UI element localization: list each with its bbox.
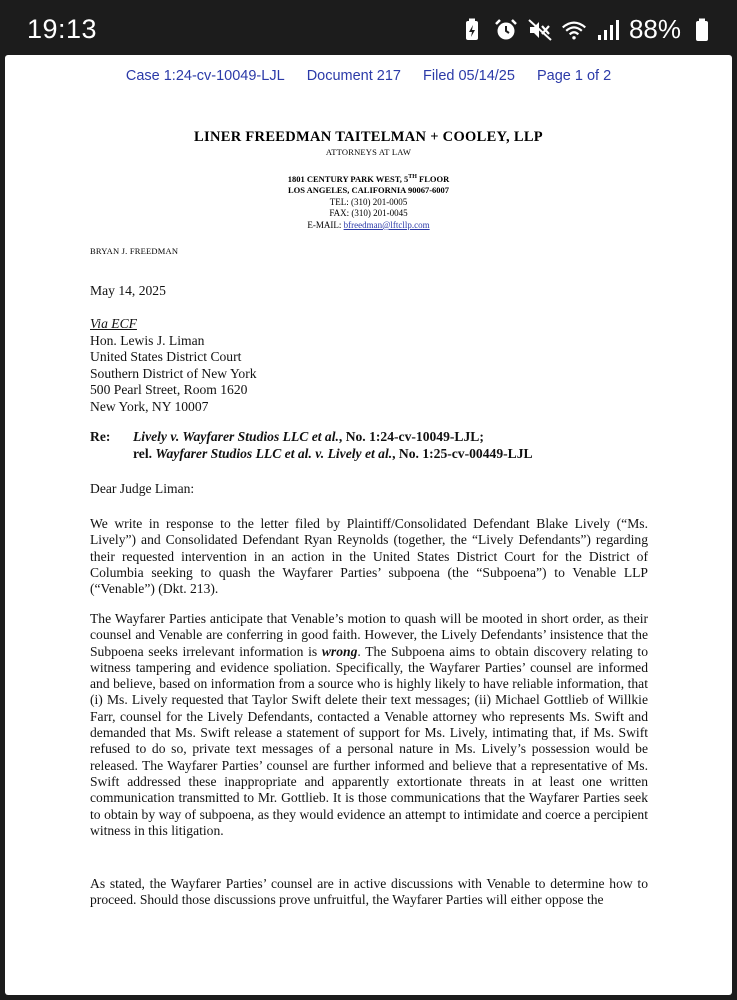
firm-address <box>5 172 732 231</box>
filed-date: Filed 05/14/25 <box>423 68 515 84</box>
email-line: E-MAIL: bfreedman@lftcllp.com <box>307 219 430 230</box>
status-icons <box>459 14 715 45</box>
page-count: Page 1 of 2 <box>536 68 612 84</box>
case-number: Case 1:24-cv-10049-LJL <box>125 68 285 84</box>
paragraph-1: We write in response to the letter filed by Plaintiff/Consolidated Defendant Blake Lively (“Ms. Lively”) and Consolidated Defendant Ryan Reynolds (together, the “Lively Defendants”) regarding their requested intervention in an action in the United States District Court for the District of Columbia seeking to quash the Wayfarer Parties’ subpoena (the “Subpoena”) to Venable LLP (“Venable”) (Dkt. 213). <box>90 516 648 597</box>
paragraph-2: The Wayfarer Parties anticipate that Venable’s motion to quash will be mooted in short order, as their counsel and Venable are conferring in good faith. However, the Lively Defendants’ insistence that the Subpoena seeks irrelevant information is wrong. The Subpoena aims to obtain discovery relating to witness tampering and evidence spoliation. Specifically, the Wayfarer Parties’ counsel are informed and believe, based on information from a source who is highly likely to have reliable information, that (i) Ms. Lively requested that Taylor Swift delete their text messages; (ii) Michael Gottlieb of Willkie Farr, counsel for the Lively Defendants, contacted a Venable attorney who represents Ms. Swift and demanded that Ms. Swift release a statement of support for Ms. Lively, intimating that, if Ms. Swift refused to do so, private text messages of a personal nature in Ms. Lively’s possession would be released. The Wayfarer Parties’ counsel are further informed and believe that a representative of Ms. Swift addressed these inappropriate and apparently extortionate threats in at least one written communication transmitted to Mr. Gottlieb. It is those communications that the Wayfarer Parties seek to obtain by way of subpoena, as they would evidence an attempt to intimidate and coerce a percipient witness in this litigation. <box>90 611 648 838</box>
document-number: Document 217 <box>306 68 401 84</box>
salutation: Dear Judge Liman: <box>90 481 195 496</box>
addressee-line: 500 Pearl Street, Room 1620 <box>90 382 248 397</box>
battery-percent: 88% <box>628 14 681 44</box>
status-bar <box>0 0 737 60</box>
ecf-header <box>5 68 732 84</box>
signal-icon <box>595 17 621 43</box>
addressee-line: New York, NY 10007 <box>90 398 209 414</box>
alarm-icon <box>493 17 519 43</box>
author-name: BRYAN J. FREEDMAN <box>90 246 179 256</box>
addressee-line: Southern District of New York <box>90 365 257 381</box>
paragraph-3: As stated, the Wayfarer Parties’ counsel are in active discussions with Venable to determine how to proceed. Should those discussions prove unfruitful, the Wayfarer Parties will either oppose the <box>90 876 648 908</box>
battery-saver-icon <box>459 17 485 43</box>
telephone: TEL: (310) 201-0005 <box>329 196 408 207</box>
mute-icon <box>527 17 553 43</box>
fax: FAX: (310) 201-0045 <box>329 208 408 219</box>
address-line-2: LOS ANGELES, CALIFORNIA 90067-6007 <box>287 185 450 196</box>
addressee-line: United States District Court <box>90 349 242 364</box>
letter-date: May 14, 2025 <box>90 283 166 298</box>
status-time: 19:13 <box>27 14 98 44</box>
battery-icon <box>689 17 715 43</box>
firm-subtitle: ATTORNEYS AT LAW <box>325 147 412 157</box>
addressee-line: Hon. Lewis J. Liman <box>90 332 205 348</box>
document-page <box>5 55 732 995</box>
addressee-block <box>90 316 257 415</box>
address-line-1: 1801 CENTURY PARK WEST, 5TH FLOOR <box>287 173 450 184</box>
re-case-2: rel. Wayfarer Studios LLC et al. v. Lively et al., No. 1:25-cv-00449-LJL <box>133 446 533 461</box>
email-link[interactable]: bfreedman@lftcllp.com <box>343 219 430 230</box>
firm-name: LINER FREEDMAN TAITELMAN + COOLEY, LLP <box>194 129 543 145</box>
delivery-method: Via ECF <box>90 316 137 331</box>
wifi-icon <box>561 17 587 43</box>
re-case-1: Lively v. Wayfarer Studios LLC et al., No. 1:24-cv-10049-LJL; <box>133 429 484 444</box>
re-label: Re: <box>90 429 111 444</box>
